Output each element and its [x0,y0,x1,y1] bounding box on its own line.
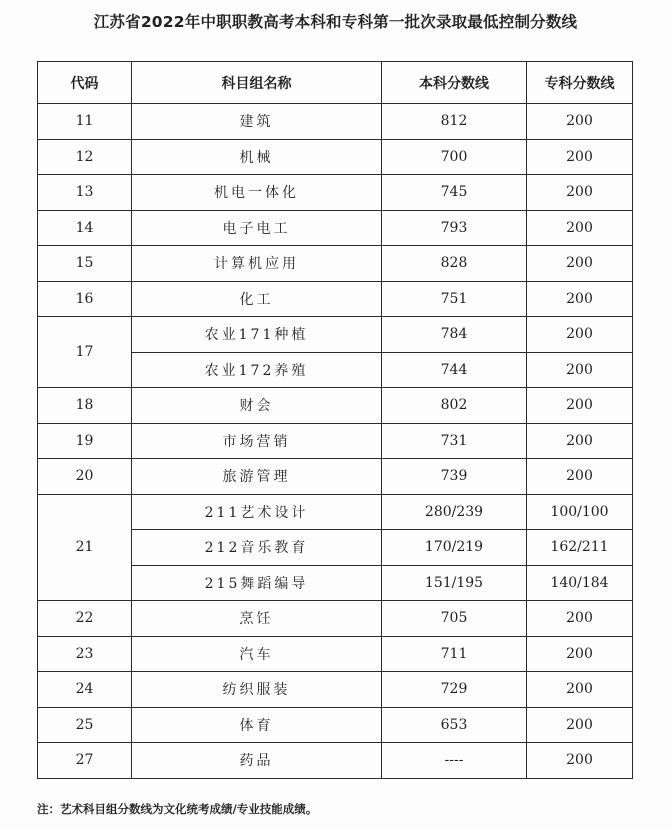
table-row [38,636,633,672]
cell-code: 20 [38,459,132,495]
table-row [38,494,633,530]
table-row [38,210,633,246]
header-bachelor: 本科分数线 [382,62,527,104]
cell-code: 18 [38,388,132,424]
cell-subject: 烹饪 [132,601,382,637]
cell-junior: 162/211 [527,530,633,566]
cell-bachelor: 739 [382,459,527,495]
cell-code: 15 [38,246,132,282]
cell-subject: 药品 [132,743,382,779]
cell-bachelor: 812 [382,104,527,140]
table-row [38,459,633,495]
cell-bachelor: 784 [382,317,527,353]
cell-junior: 140/184 [527,565,633,601]
cell-subject: 财会 [132,388,382,424]
cell-code: 19 [38,423,132,459]
table-row [38,672,633,708]
cell-code: 14 [38,210,132,246]
cell-subject: 215舞蹈编导 [132,565,382,601]
cell-code: 21 [38,494,132,601]
table-header-row [38,62,633,104]
table-row [38,388,633,424]
cell-junior: 200 [527,175,633,211]
cell-subject: 211艺术设计 [132,494,382,530]
cell-junior: 200 [527,636,633,672]
cell-bachelor: 745 [382,175,527,211]
cell-junior: 200 [527,210,633,246]
cell-bachelor: 751 [382,281,527,317]
cell-bachelor: 711 [382,636,527,672]
cell-bachelor: 700 [382,139,527,175]
cell-subject: 建筑 [132,104,382,140]
cell-bachelor: 744 [382,352,527,388]
cell-subject: 体育 [132,707,382,743]
cell-junior: 200 [527,743,633,779]
cell-junior: 200 [527,317,633,353]
cell-junior: 200 [527,388,633,424]
cell-subject: 农业171种植 [132,317,382,353]
cell-subject: 机械 [132,139,382,175]
cell-code: 27 [38,743,132,779]
cell-subject: 计算机应用 [132,246,382,282]
cell-bachelor: 828 [382,246,527,282]
table-row [38,281,633,317]
table-row [38,175,633,211]
cell-code: 12 [38,139,132,175]
cell-bachelor: 151/195 [382,565,527,601]
cell-subject: 机电一体化 [132,175,382,211]
cell-junior: 200 [527,672,633,708]
cell-code: 16 [38,281,132,317]
table-row [38,707,633,743]
table-row [38,743,633,779]
cell-junior: 200 [527,281,633,317]
cell-code: 24 [38,672,132,708]
cell-code: 17 [38,317,132,388]
cell-bachelor: 729 [382,672,527,708]
cell-junior: 200 [527,423,633,459]
cell-junior: 200 [527,246,633,282]
cell-code: 13 [38,175,132,211]
cell-junior: 200 [527,601,633,637]
cell-subject: 电子电工 [132,210,382,246]
cell-subject: 化工 [132,281,382,317]
cell-code: 23 [38,636,132,672]
footnote: 注：艺术科目组分数线为文化统考成绩/专业技能成绩。 [37,802,318,816]
cell-subject: 212音乐教育 [132,530,382,566]
cell-bachelor: 731 [382,423,527,459]
header-junior: 专科分数线 [527,62,633,104]
cell-junior: 200 [527,139,633,175]
table-row [38,601,633,637]
table-row [38,139,633,175]
cell-bachelor: 653 [382,707,527,743]
cell-subject: 市场营销 [132,423,382,459]
cell-subject: 旅游管理 [132,459,382,495]
table-row [38,423,633,459]
header-code: 代码 [38,62,132,104]
cell-subject: 纺织服装 [132,672,382,708]
cell-code: 22 [38,601,132,637]
cell-junior: 200 [527,104,633,140]
table-row [38,246,633,282]
document-title: 江苏省2022年中职职教高考本科和专科第一批次录取最低控制分数线 [93,13,578,31]
table-row [38,317,633,353]
cell-code: 11 [38,104,132,140]
cell-bachelor: 170/219 [382,530,527,566]
header-subject: 科目组名称 [132,62,382,104]
score-table [37,61,633,779]
cell-code: 25 [38,707,132,743]
cell-bachelor: 793 [382,210,527,246]
table-row [38,104,633,140]
cell-bachelor: 280/239 [382,494,527,530]
cell-junior: 200 [527,459,633,495]
cell-bachelor: 705 [382,601,527,637]
cell-junior: 200 [527,707,633,743]
cell-subject: 汽车 [132,636,382,672]
cell-junior: 100/100 [527,494,633,530]
cell-junior: 200 [527,352,633,388]
cell-subject: 农业172养殖 [132,352,382,388]
cell-bachelor: 802 [382,388,527,424]
cell-bachelor: ---- [382,743,527,779]
